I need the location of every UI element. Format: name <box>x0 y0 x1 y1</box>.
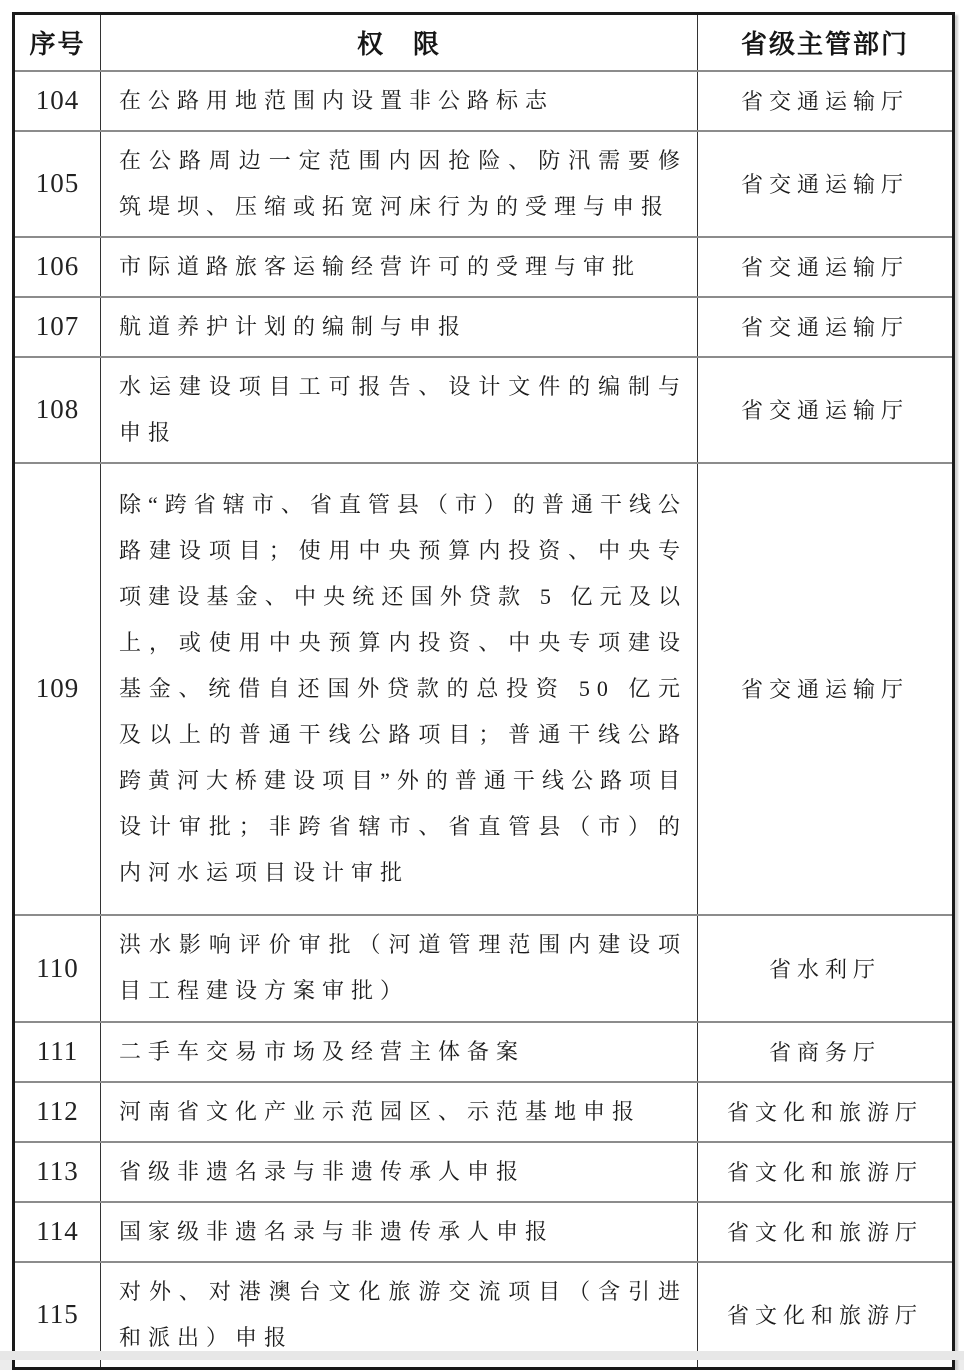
row-permission: 航道养护计划的编制与申报 <box>101 297 698 357</box>
row-department: 省水利厅 <box>698 915 954 1022</box>
row-department: 省交通运输厅 <box>698 297 954 357</box>
row-number: 105 <box>14 131 101 237</box>
page-bottom-edge <box>0 1351 964 1360</box>
table-body <box>14 71 954 1369</box>
header-authority: 权 限 <box>101 14 698 71</box>
row-number: 113 <box>14 1142 101 1202</box>
header-serial-number: 序号 <box>29 28 86 59</box>
row-number: 108 <box>14 357 101 463</box>
table-row <box>14 357 954 463</box>
table-row <box>14 463 954 915</box>
row-department: 省交通运输厅 <box>698 463 954 915</box>
row-permission: 洪水影响评价审批（河道管理范围内建设项目工程建设方案审批） <box>101 915 698 1022</box>
row-number: 107 <box>14 297 101 357</box>
table-row <box>14 1082 954 1142</box>
row-number: 110 <box>14 915 101 1022</box>
row-department: 省文化和旅游厅 <box>698 1262 954 1369</box>
row-number: 109 <box>14 463 101 915</box>
row-number: 115 <box>14 1262 101 1369</box>
row-number: 114 <box>14 1202 101 1262</box>
header-row <box>14 14 954 71</box>
table-row <box>14 237 954 297</box>
row-permission: 省级非遗名录与非遗传承人申报 <box>101 1142 698 1202</box>
row-permission: 除“跨省辖市、省直管县（市）的普通干线公路建设项目；使用中央预算内投资、中央专项建设基金、中央统还国外贷款 5 亿元及以上，或使用中央预算内投资、中央专项建设基金、统借自还国外贷款的总投资 50 亿元及以上的普通干线公路项目；普通干线公路跨黄河大桥建设项目”外的普通干线公路项目设计审批；非跨省辖市、省直管县（市）的内河水运项目设计审批 <box>101 463 698 915</box>
row-permission: 在公路用地范围内设置非公路标志 <box>101 71 698 131</box>
row-department: 省交通运输厅 <box>698 357 954 463</box>
row-number: 111 <box>14 1022 101 1082</box>
row-department: 省文化和旅游厅 <box>698 1142 954 1202</box>
row-number: 112 <box>14 1082 101 1142</box>
row-department: 省文化和旅游厅 <box>698 1082 954 1142</box>
row-permission: 河南省文化产业示范园区、示范基地申报 <box>101 1082 698 1142</box>
row-permission: 在公路周边一定范围内因抢险、防汛需要修筑堤坝、压缩或拓宽河床行为的受理与申报 <box>101 131 698 237</box>
table-row <box>14 131 954 237</box>
table-row <box>14 1202 954 1262</box>
row-permission: 二手车交易市场及经营主体备案 <box>101 1022 698 1082</box>
row-department: 省交通运输厅 <box>698 71 954 131</box>
row-department: 省文化和旅游厅 <box>698 1202 954 1262</box>
row-number: 104 <box>14 71 101 131</box>
table-header <box>14 14 954 71</box>
row-permission: 市际道路旅客运输经营许可的受理与审批 <box>101 237 698 297</box>
row-department: 省交通运输厅 <box>698 131 954 237</box>
row-permission: 水运建设项目工可报告、设计文件的编制与申报 <box>101 357 698 463</box>
table-row <box>14 915 954 1022</box>
row-permission: 对外、对港澳台文化旅游交流项目（含引进和派出）申报 <box>101 1262 698 1369</box>
authority-table <box>12 12 955 1370</box>
row-department: 省商务厅 <box>698 1022 954 1082</box>
table-row <box>14 71 954 131</box>
table-row <box>14 1142 954 1202</box>
row-number: 106 <box>14 237 101 297</box>
header-department: 省级主管部门 <box>698 14 954 71</box>
row-department: 省交通运输厅 <box>698 237 954 297</box>
table-row <box>14 1022 954 1082</box>
row-permission: 国家级非遗名录与非遗传承人申报 <box>101 1202 698 1262</box>
table-row <box>14 297 954 357</box>
